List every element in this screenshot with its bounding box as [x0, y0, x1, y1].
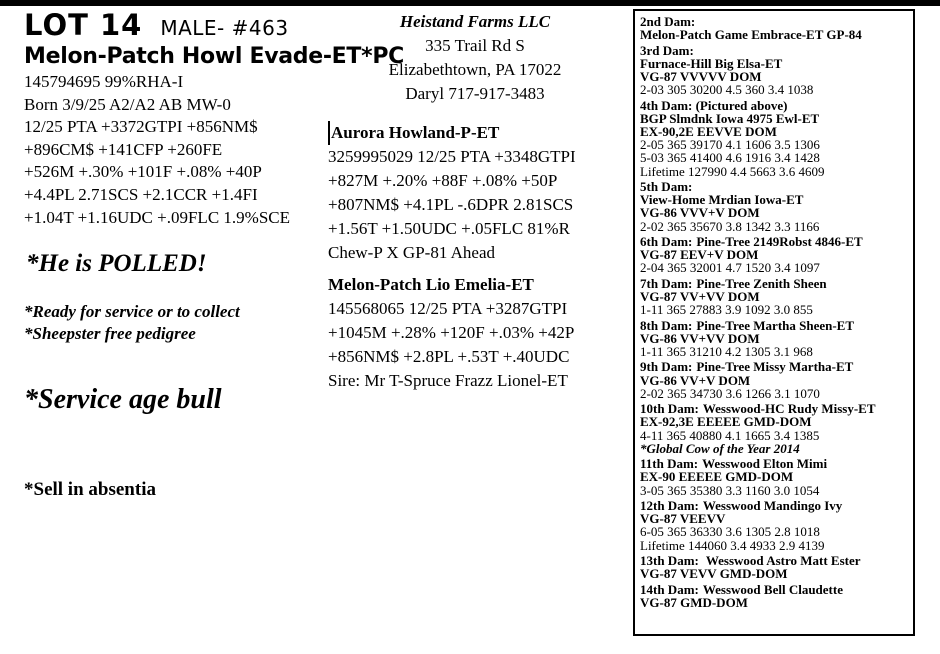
pedigree-heading: 8th Dam:	[640, 317, 693, 333]
pedigree-name: Wesswood Elton Mimi	[702, 456, 828, 472]
dam-block	[325, 273, 574, 393]
bull-info-line: +1.04T +1.16UDC +.09FLC 1.9%SCE	[24, 207, 290, 227]
pedigree-title-line	[640, 583, 913, 596]
pedigree-rating: EX-92,3E EEEEE GMD-DOM	[640, 414, 812, 430]
pedigree-record: 2-03 305 30200 4.5 360 3.4 1038	[640, 82, 814, 98]
pedigree-heading: 3rd Dam:	[640, 42, 694, 58]
pedigree-note: *Global Cow of the Year 2014	[640, 440, 800, 456]
pedigree-heading: 14th Dam:	[640, 581, 699, 597]
sire-line: +807NM$ +4.1PL -.6DPR 2.81SCS	[328, 195, 574, 214]
promo-note: *Sheepster free pedigree	[24, 324, 196, 343]
pedigree-title-line	[640, 44, 913, 70]
pedigree-title-line	[640, 99, 913, 125]
farm-contact	[320, 10, 630, 106]
lot-header	[24, 8, 289, 42]
farm-name: Heistand Farms LLC	[399, 12, 551, 31]
service-callout: *Service age bull	[24, 384, 222, 415]
pedigree-record: 2-02 365 34730 3.6 1266 3.1 1070	[640, 385, 820, 401]
dam-name: Melon-Patch Lio Emelia-ET	[328, 275, 534, 294]
pedigree-name: Wesswood-HC Rudy Missy-ET	[702, 401, 876, 417]
pedigree-box	[633, 9, 915, 636]
dam-line: Sire: Mr T-Spruce Frazz Lionel-ET	[328, 371, 568, 390]
pedigree-heading: 11th Dam:	[640, 456, 699, 472]
pedigree-heading: 5th Dam:	[640, 179, 693, 194]
bull-info-line: 12/25 PTA +3372GTPI +856NM$	[24, 117, 258, 137]
pedigree-title-line	[640, 319, 913, 332]
bull-info-line: +896CM$ +141CFP +260FE	[24, 139, 223, 159]
pedigree-name: Pine-Tree Martha Sheen-ET	[696, 317, 855, 333]
pedigree-entry	[640, 99, 913, 178]
pedigree-name: BGP Slmdnk Iowa 4975 Ewl-ET	[640, 110, 820, 126]
pedigree-entry	[640, 277, 913, 317]
pedigree-name: Wesswood Astro Matt Ester	[702, 552, 861, 568]
sire-line: +1.56T +1.50UDC +.05FLC 81%R	[328, 219, 570, 238]
pedigree-record: 2-04 365 32001 4.7 1520 3.4 1097	[640, 260, 820, 276]
farm-address-line-1: 335 Trail Rd S	[425, 36, 525, 55]
pedigree-name: Melon-Patch Game Embrace-ET GP-84	[640, 27, 862, 43]
pedigree-entry	[640, 319, 913, 359]
top-border	[0, 0, 940, 6]
pedigree-heading: 2nd Dam:	[640, 14, 696, 29]
pedigree-title-line	[640, 15, 913, 41]
pedigree-record: 4-11 365 40880 4.1 1665 3.4 1385	[640, 427, 820, 443]
pedigree-record: 5-03 365 41400 4.6 1916 3.4 1428	[640, 150, 820, 166]
pedigree-rating: VG-87 VEEVV	[640, 511, 726, 527]
pedigree-rating: VG-87 GMD-DOM	[640, 594, 748, 610]
sire-block	[325, 121, 576, 265]
pedigree-title-line	[640, 360, 913, 373]
pedigree-name: Pine-Tree Zenith Sheen	[696, 275, 827, 291]
dam-line: +856NM$ +2.8PL +.53T +.40UDC	[328, 347, 570, 366]
pedigree-record: Lifetime 144060 3.4 4933 2.9 4139	[640, 537, 825, 553]
pedigree-entry	[640, 583, 913, 609]
bull-info	[24, 71, 290, 229]
bull-info-line: +4.4PL 2.71SCS +2.1CCR +1.4FI	[24, 184, 258, 204]
pedigree-rating: EX-90,2E EEVVE DOM	[640, 124, 777, 139]
pedigree-entry	[640, 235, 913, 275]
pedigree-entry	[640, 402, 913, 455]
farm-address-line-2: Elizabethtown, PA 17022	[388, 60, 562, 79]
pedigree-heading: 9th Dam:	[640, 359, 693, 375]
bull-name: Melon-Patch Howl Evade-ET*PC	[24, 44, 404, 69]
pedigree-heading: 13th Dam:	[640, 552, 699, 568]
pedigree-record: 1-11 365 27883 3.9 1092 3.0 855	[640, 302, 813, 318]
pedigree-heading: 10th Dam:	[640, 401, 699, 417]
pedigree-record: 3-05 365 35380 3.3 1160 3.0 1054	[640, 482, 820, 498]
pedigree-rating: VG-87 VEVV GMD-DOM	[640, 566, 788, 582]
sire-name: Aurora Howland-P-ET	[328, 121, 576, 145]
dam-line: +1045M +.28% +120F +.03% +42P	[328, 323, 575, 342]
sire-line: 3259995029 12/25 PTA +3348GTPI	[328, 147, 576, 166]
pedigree-record: Lifetime 127990 4.4 5663 3.6 4609	[640, 163, 825, 179]
absentia-note: *Sell in absentia	[24, 479, 156, 500]
sire-line: +827M +.20% +88F +.08% +50P	[328, 171, 558, 190]
pedigree-record: 6-05 365 36330 3.6 1305 2.8 1018	[640, 524, 820, 540]
pedigree-name: Wesswood Bell Claudette	[702, 581, 843, 597]
pedigree-heading: 6th Dam:	[640, 234, 693, 249]
pedigree-rating: VG-87 VVVVV DOM	[640, 69, 762, 84]
pedigree-rating: VG-86 VV+VV DOM	[640, 330, 760, 346]
pedigree-record: 2-02 365 35670 3.8 1342 3.3 1166	[640, 218, 820, 234]
pedigree-title-line	[640, 180, 913, 206]
pedigree-rating: VG-87 EEV+V DOM	[640, 247, 759, 263]
pedigree-name: Wesswood Mandingo Ivy	[702, 497, 843, 513]
pedigree-name: Pine-Tree Missy Martha-ET	[696, 359, 854, 375]
pedigree-rating: VG-86 VV+V DOM	[640, 372, 751, 388]
pedigree-name: Furnace-Hill Big Elsa-ET	[640, 55, 783, 71]
lot-male-number: MALE- #463	[160, 16, 289, 40]
bull-info-line: Born 3/9/25 A2/A2 AB MW-0	[24, 94, 231, 114]
lot-title: LOT 14	[24, 8, 143, 42]
pedigree-entry	[640, 554, 913, 580]
bull-info-line: 145794695 99%RHA-I	[24, 72, 184, 91]
pedigree-entry	[640, 457, 913, 497]
pedigree-entry	[640, 499, 913, 552]
pedigree-name: View-Home Mrdian Iowa-ET	[640, 192, 804, 208]
polled-callout: *He is POLLED!	[26, 250, 207, 277]
pedigree-record: 2-05 365 39170 4.1 1606 3.5 1306	[640, 137, 820, 153]
bull-info-line: +526M +.30% +101F +.08% +40P	[24, 162, 262, 182]
pedigree-entry	[640, 44, 913, 97]
pedigree-heading: 4th Dam: (Pictured above)	[640, 97, 788, 113]
pedigree-heading: 12th Dam:	[640, 497, 699, 513]
pedigree-rating: EX-90 EEEEE GMD-DOM	[640, 469, 794, 485]
pedigree-record: 1-11 365 31210 4.2 1305 3.1 968	[640, 344, 813, 359]
promo-notes	[24, 301, 240, 345]
promo-note: *Ready for service or to collect	[24, 302, 240, 321]
pedigree-name: Pine-Tree 2149Robst 4846-ET	[696, 234, 863, 249]
pedigree-rating: VG-86 VVV+V DOM	[640, 205, 760, 221]
pedigree-entry	[640, 360, 913, 400]
farm-phone: Daryl 717-917-3483	[405, 84, 545, 103]
pedigree-heading: 7th Dam:	[640, 275, 693, 291]
pedigree-entry	[640, 180, 913, 233]
dam-line: 145568065 12/25 PTA +3287GTPI	[328, 299, 568, 318]
sire-line: Chew-P X GP-81 Ahead	[328, 243, 495, 262]
pedigree-entry	[640, 15, 913, 41]
pedigree-rating: VG-87 VV+VV DOM	[640, 289, 760, 304]
